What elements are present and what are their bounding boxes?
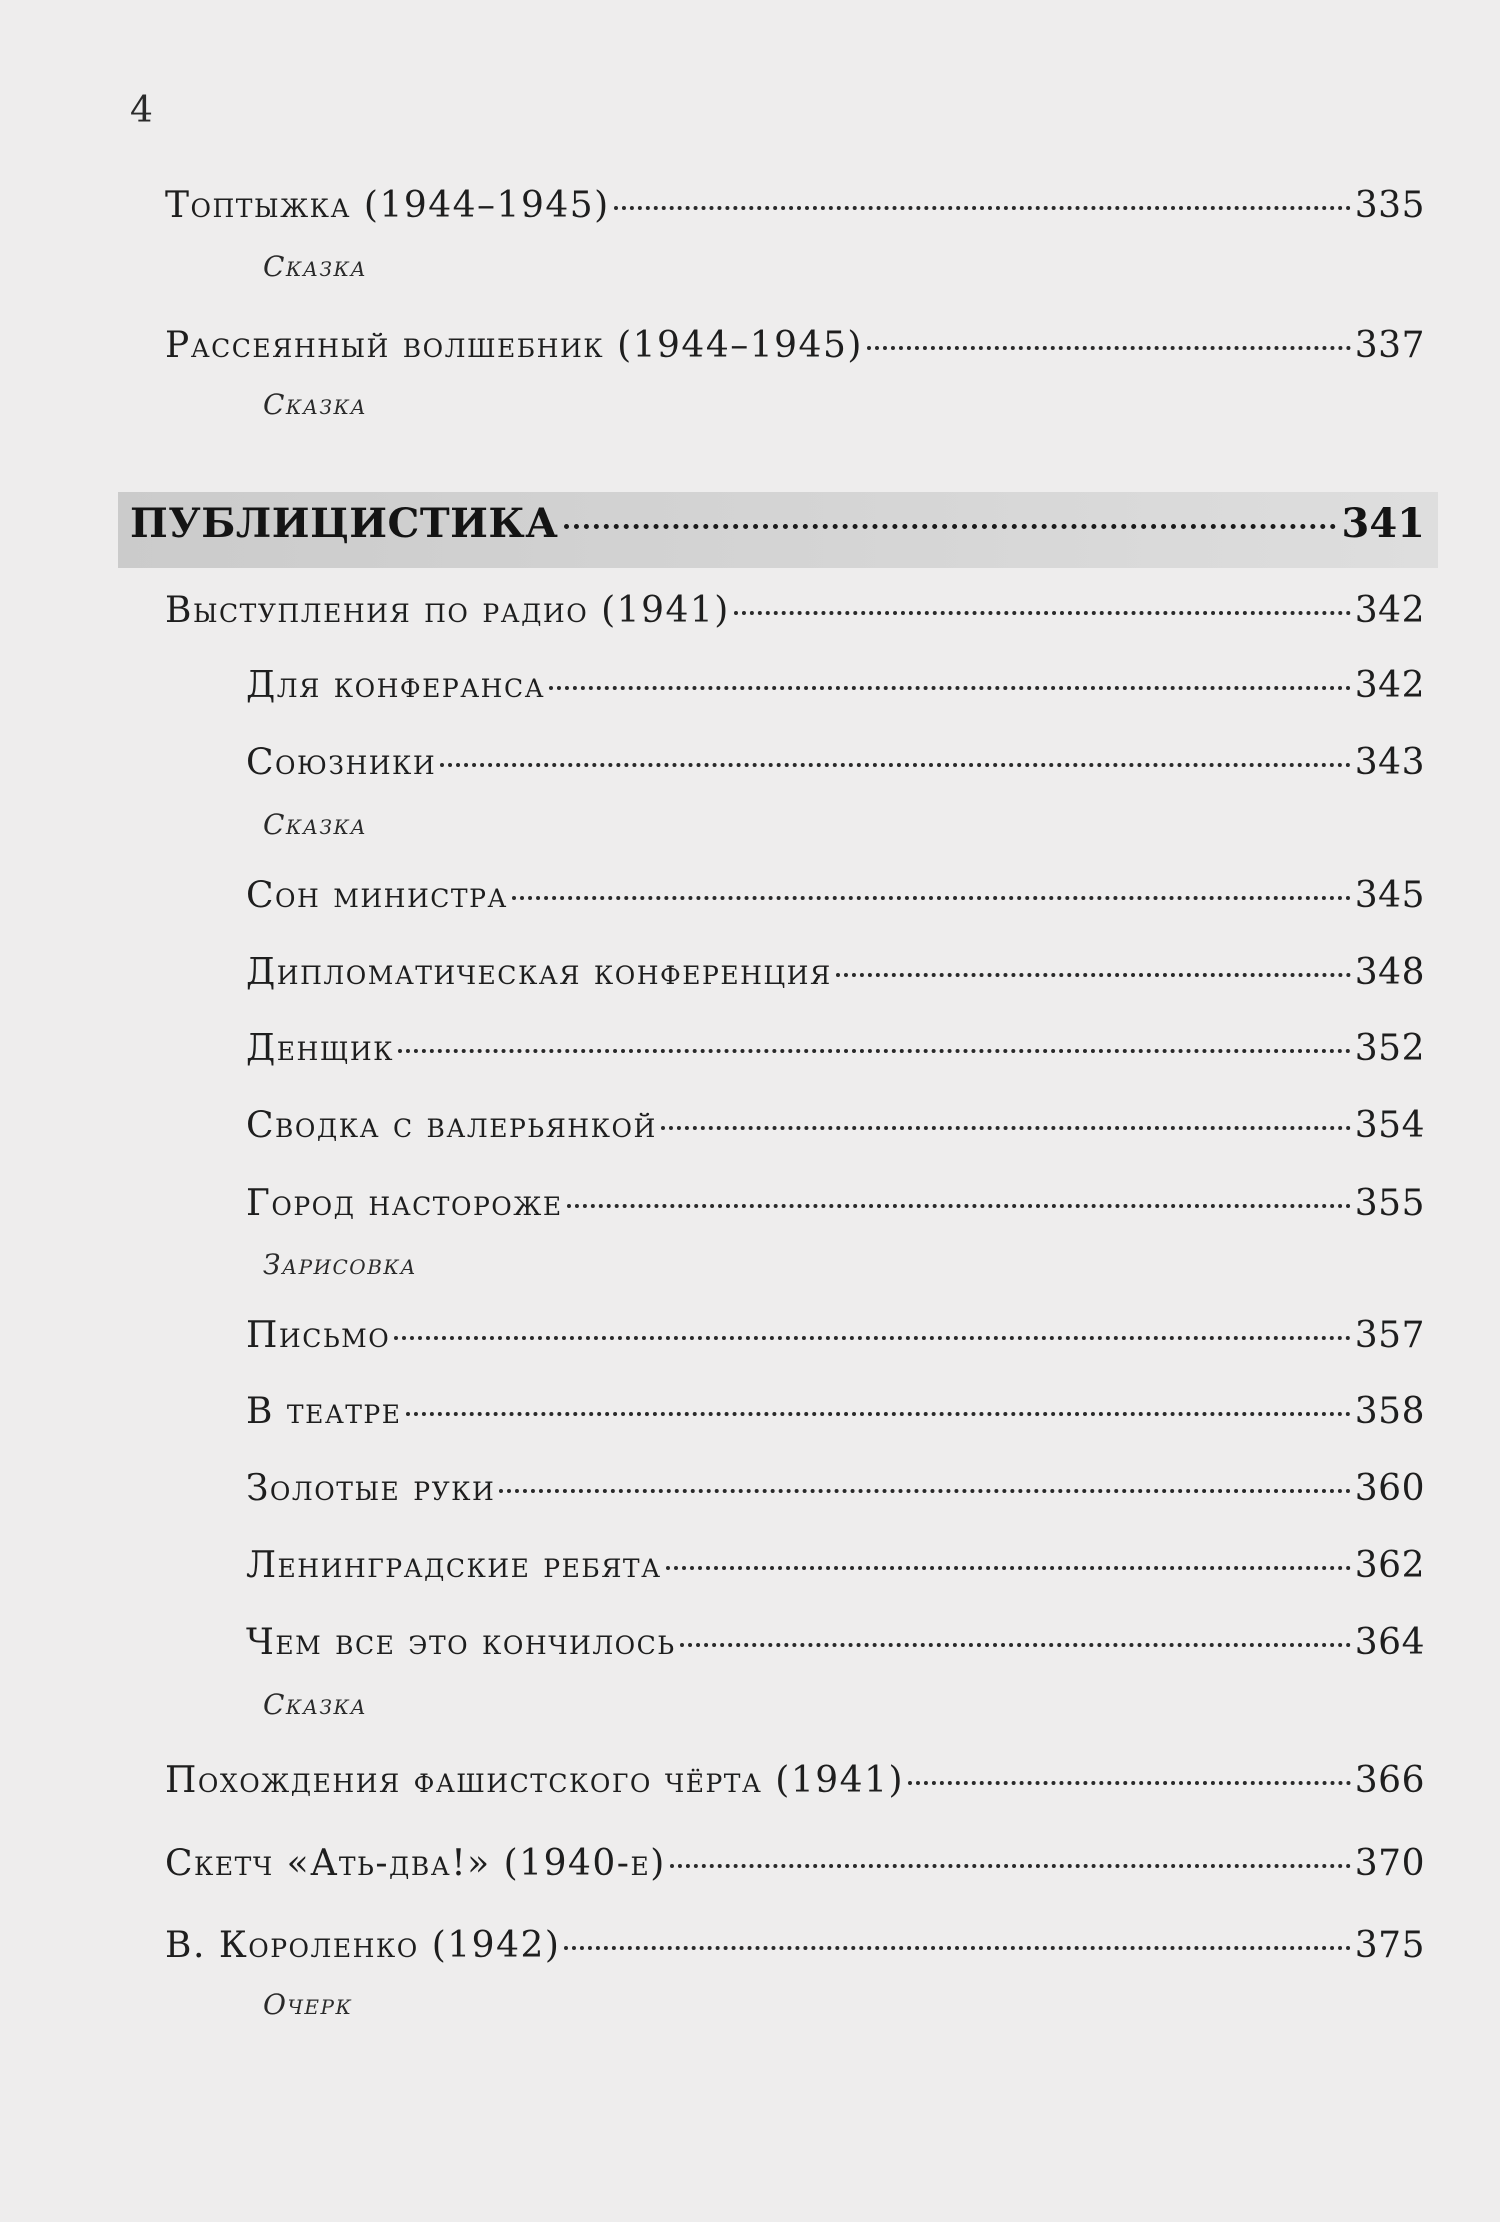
entry-page: 343 bbox=[1354, 742, 1425, 783]
toc-entry[interactable] bbox=[165, 590, 1425, 631]
dot-leader bbox=[512, 896, 1351, 900]
entry-page: 366 bbox=[1354, 1760, 1425, 1801]
entry-title: Золотые руки bbox=[246, 1468, 496, 1509]
toc-subentry[interactable] bbox=[246, 1105, 1425, 1146]
dot-leader bbox=[670, 1864, 1351, 1868]
entry-page: 375 bbox=[1354, 1925, 1425, 1966]
dot-leader bbox=[734, 611, 1351, 615]
dot-leader bbox=[564, 1946, 1350, 1950]
dot-leader bbox=[666, 1566, 1351, 1570]
toc-subentry[interactable] bbox=[246, 1028, 1425, 1069]
dot-leader bbox=[661, 1126, 1351, 1130]
toc-entry[interactable] bbox=[165, 1843, 1425, 1884]
dot-leader bbox=[680, 1643, 1351, 1647]
toc-subentry[interactable] bbox=[246, 1545, 1425, 1586]
dot-leader bbox=[394, 1336, 1351, 1340]
dot-leader bbox=[614, 206, 1351, 210]
dot-leader bbox=[406, 1412, 1351, 1416]
entry-title: Топтыжка (1944–1945) bbox=[165, 185, 610, 226]
entry-title: Сводка с валерьянкой bbox=[246, 1105, 657, 1146]
toc-subentry[interactable] bbox=[246, 1183, 1425, 1224]
entry-title: Союзники bbox=[246, 742, 437, 783]
entry-page: 370 bbox=[1354, 1843, 1425, 1884]
entry-page: 348 bbox=[1354, 952, 1425, 993]
toc-subentry[interactable] bbox=[246, 1391, 1425, 1432]
entry-page: 358 bbox=[1354, 1391, 1425, 1432]
entry-page: 342 bbox=[1354, 665, 1425, 706]
toc-subentry[interactable] bbox=[246, 952, 1425, 993]
entry-genre-note: Очерк bbox=[263, 1988, 353, 2021]
dot-leader bbox=[549, 686, 1351, 690]
toc-entry[interactable] bbox=[165, 185, 1425, 226]
entry-title: Дипломатическая конференция bbox=[246, 952, 832, 993]
entry-page: 357 bbox=[1354, 1315, 1425, 1356]
entry-page: 360 bbox=[1354, 1468, 1425, 1509]
entry-page: 335 bbox=[1354, 185, 1425, 226]
dot-leader bbox=[836, 973, 1351, 977]
entry-title: Денщик bbox=[246, 1028, 394, 1069]
dot-leader bbox=[440, 763, 1351, 767]
toc-subentry[interactable] bbox=[246, 1468, 1425, 1509]
section-page: 341 bbox=[1341, 500, 1425, 547]
entry-title: В. Короленко (1942) bbox=[165, 1925, 561, 1966]
entry-page: 352 bbox=[1354, 1028, 1425, 1069]
section-heading[interactable] bbox=[130, 500, 1425, 547]
toc-entry[interactable] bbox=[165, 325, 1425, 366]
entry-title: Сон министра bbox=[246, 875, 508, 916]
entry-genre-note: Зарисовка bbox=[263, 1248, 418, 1281]
dot-leader bbox=[908, 1781, 1351, 1785]
entry-page: 342 bbox=[1354, 590, 1425, 631]
entry-title: Письмо bbox=[246, 1315, 391, 1356]
entry-page: 354 bbox=[1354, 1105, 1425, 1146]
dot-leader bbox=[867, 346, 1351, 350]
entry-title: Город настороже bbox=[246, 1183, 563, 1224]
entry-title: Рассеянный волшебник (1944–1945) bbox=[165, 325, 863, 366]
entry-page: 362 bbox=[1354, 1545, 1425, 1586]
entry-title: В театре bbox=[246, 1391, 402, 1432]
toc-subentry[interactable] bbox=[246, 1622, 1425, 1663]
entry-genre-note: Сказка bbox=[263, 388, 368, 421]
entry-title: Чем все это кончилось bbox=[246, 1622, 676, 1663]
entry-title: Для конферанса bbox=[246, 665, 546, 706]
entry-page: 345 bbox=[1354, 875, 1425, 916]
toc-entry[interactable] bbox=[165, 1925, 1425, 1966]
dot-leader bbox=[564, 524, 1335, 529]
toc-subentry[interactable] bbox=[246, 875, 1425, 916]
entry-title: Ленинградские ребята bbox=[246, 1545, 662, 1586]
entry-genre-note: Сказка bbox=[263, 808, 368, 841]
entry-title: Выступления по радио (1941) bbox=[165, 590, 730, 631]
entry-genre-note: Сказка bbox=[263, 1688, 368, 1721]
toc-entry[interactable] bbox=[165, 1760, 1425, 1801]
toc-subentry[interactable] bbox=[246, 665, 1425, 706]
entry-page: 355 bbox=[1354, 1183, 1425, 1224]
dot-leader bbox=[499, 1489, 1350, 1493]
section-title: ПУБЛИЦИСТИКА bbox=[130, 500, 559, 547]
page-number: 4 bbox=[130, 90, 153, 131]
dot-leader bbox=[398, 1049, 1351, 1053]
entry-page: 337 bbox=[1354, 325, 1425, 366]
toc-subentry[interactable] bbox=[246, 1315, 1425, 1356]
entry-page: 364 bbox=[1354, 1622, 1425, 1663]
entry-title: Скетч «Ать-два!» (1940-е) bbox=[165, 1843, 666, 1884]
toc-subentry[interactable] bbox=[246, 742, 1425, 783]
entry-genre-note: Сказка bbox=[263, 250, 368, 283]
dot-leader bbox=[567, 1204, 1351, 1208]
entry-title: Похождения фашистского чёрта (1941) bbox=[165, 1760, 905, 1801]
